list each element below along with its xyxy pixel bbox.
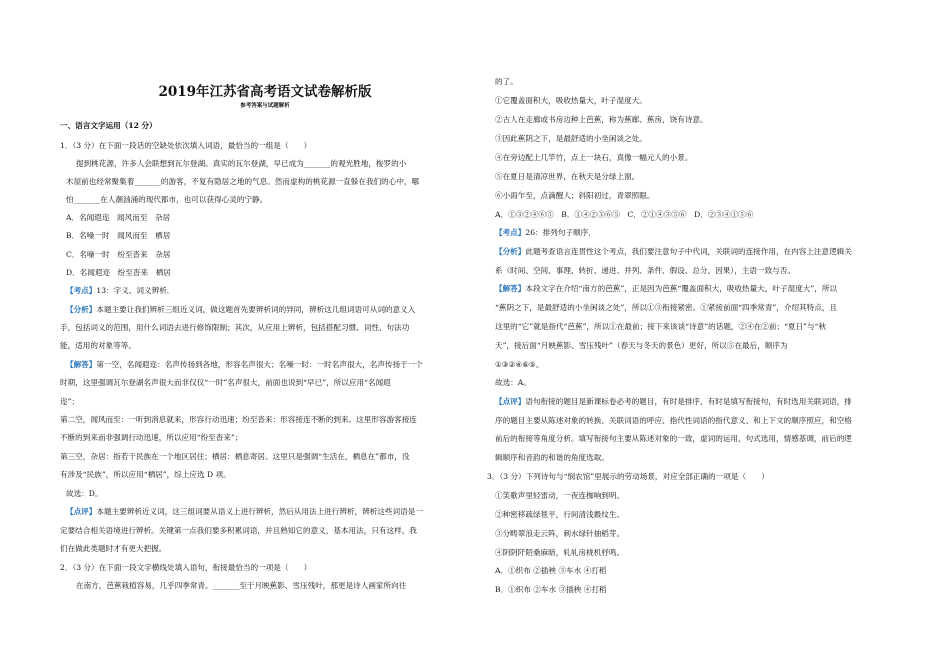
q2-jieda-line: ①③②④⑥⑤。 <box>495 360 544 369</box>
q1-jieda-line: 第三空，杂居：指若干民族在一个地区居住；栖居：栖息寄居。这里只是强调“生活在，栖息在”都市，没 <box>60 452 410 461</box>
q3-line: ①笑歌声里轻雷动，一夜连枷响到明。 <box>495 491 625 500</box>
q2-sentence: ②古人在走廊或书房边种上芭蕉，称为蕉廊、蕉房，饶有诗意。 <box>495 115 708 124</box>
fenxi-text: 此题考查语言连贯性这个考点，我们要注意句子中代词，关联词的连接作用，在内容上注意逻辑关 <box>525 247 852 256</box>
q1-jieda-line: 有涉及“民族”，所以应用“栖居”，综上应选 D 项。 <box>60 470 231 479</box>
q2-jieda-line: 这里的“它”就是指代“芭蕉”，所以①在最前；接下来该谈“诗意”的话题，②④在②前；“夏日”与“秋 <box>495 322 827 331</box>
q1-passage-line: 提到桃花源，许多人会联想到瓦尔登湖。真实的瓦尔登湖，早已成为_______的观光胜地，梭罗的小 <box>76 159 407 168</box>
q3-line: ③分畴翠浪走云阵，刺水绿针抽稻芽。 <box>495 529 625 538</box>
q2-fenxi <box>495 247 852 257</box>
q2-dianping-line: 前后的衔接等角度分析。填写衔接句主要从陈述对象的一致，虚词的运用，句式选用，情感基调，前后的逻 <box>495 434 852 443</box>
kaodian-text: 26：排列句子顺序． <box>525 228 596 237</box>
q1-jieda-line: 迩”； <box>60 397 80 406</box>
q2-dianping-line: 辑顺序和音韵的和谐的角度选取。 <box>495 453 609 462</box>
q1-answer: 故选：D。 <box>66 489 103 498</box>
q1-fenxi <box>66 305 415 315</box>
q1-passage-line: 怕_______在人潮汹涌的现代都市，也可以获得心灵的宁静。 <box>66 195 268 204</box>
q1-option-a: A．名闻遐迩 闻风而至 杂居 <box>66 213 171 222</box>
q2-sentence: ⑥小雨乍至，点滴醒人；斜阳初过，青翠照眼。 <box>495 191 655 200</box>
q1-option-c: C．名噪一时 纷至沓来 杂居 <box>66 250 171 259</box>
jieda-tag: 【解答】 <box>495 284 526 293</box>
q3-line: ④阴阴阡陌桑麻暗，轧轧房栊机杼鸣。 <box>495 548 625 557</box>
q2-stem: 2．（3 分）在下面一段文字横线处填入语句，衔接最恰当的一项是（ ） <box>60 563 312 572</box>
dianping-tag: 【点评】 <box>66 507 97 516</box>
dianping-tag: 【点评】 <box>495 397 526 406</box>
jieda-tag: 【解答】 <box>66 360 97 369</box>
q1-option-b: B．名噪一时 闻风而至 栖居 <box>66 231 171 240</box>
section-heading: 一、语言文字运用（12 分） <box>60 121 157 130</box>
dianping-text: 本题主要辨析近义词，这三组词要从语义上进行辨析，然后从用法上进行辨析，辨析这些词语是一 <box>96 507 423 516</box>
q3-stem: 3．（3 分）下列诗句与“悯农馆”里展示的劳动场景，对应全部正确的一项是（ ） <box>487 472 769 481</box>
q1-fenxi-line: 手，包括词义的范围，用什么词语去进行修饰限制；其次，从应用上辨析，包括搭配习惯、词性、句法功 <box>60 323 410 332</box>
q2-sentence: ⑤在夏日是清凉世界，在秋天是分绿上窗。 <box>495 172 640 181</box>
page-subtitle: 参考答案与试题解析 <box>240 103 290 109</box>
q2-options: A．①③②④⑥⑤ B．①④②③⑥⑤ C．②①④③⑤⑥ D．②③④①⑤⑥ <box>495 210 754 219</box>
page-title: 2019年江苏省高考语文试卷解析版 <box>158 84 372 100</box>
q2-answer: 故选：A。 <box>495 378 531 387</box>
q1-dianping-line: 们在做此类题时才有更大把握。 <box>60 544 167 553</box>
q1-jieda-line: 不断的到来而非强调行动迅速，所以应用“纷至沓来”； <box>60 433 243 442</box>
q2-passage-line: 在南方，芭蕉栽植容易，几乎四季常青。_______至于月映蕉影、雪压残叶，那更是诗人画家所向往 <box>76 581 407 590</box>
q2-passage-line: 的了。 <box>495 77 518 86</box>
q3-option-a: A．①织布 ②插秧 ③车水 ④打稻 <box>495 566 607 575</box>
fenxi-text: 本题主要让我们辨析三组近义词，做这题首先要辨析词的异同，辨析这几组词语可从词的意义入 <box>96 305 416 314</box>
q1-passage-line: 木屋前也经常聚集着_______的游客，不复有隐居之地的气息。然而虚构的桃花源一直躲在我们的心中，哪 <box>66 177 420 186</box>
q2-sentence: ④在旁边配上几竿竹，点上一块石，真像一幅元人的小景。 <box>495 153 693 162</box>
kaodian-text: 13：字义、词义辨析． <box>96 286 175 295</box>
q1-fenxi-line: 能，适用的对象等等。 <box>60 341 136 350</box>
q2-jieda-line: 天”，接后面“月映蕉影、雪压残叶”（春天与冬天的景色）更好，所以⑤在最后，顺序为 <box>495 341 788 350</box>
q2-sentence: ③因此蕉阴之下，是最舒适的小坐闲谈之处。 <box>495 134 647 143</box>
q1-jieda <box>66 360 423 370</box>
fenxi-tag: 【分析】 <box>66 305 97 314</box>
q1-jieda-line: 第二空，闻风而至：一听到消息就来，形容行动迅速；纷至沓来：形容接连不断的到来。这里形容游客接连 <box>60 415 417 424</box>
q2-sentence: ①它覆盖面积大，吸收热量大，叶子湿度大。 <box>495 96 647 105</box>
q1-option-d: D．名闻遐迩 纷至沓来 栖居 <box>66 268 171 277</box>
dianping-text: 语句衔接的题目是新课标卷必考的题目，有时是排序，有时是填写衔接句，有时选用关联词语，排 <box>525 397 852 406</box>
q2-fenxi-line: 系（时间、空间、事理、转折、递进、并列、条件、假设、总分，因果），主语一致与否。 <box>495 266 795 275</box>
q2-dianping <box>495 397 852 407</box>
q1-stem: 1．（3 分）在下面一段话的空缺处依次填入词语，最恰当的一组是（ ） <box>60 141 312 150</box>
q1-dianping-line: 定要结合相关语境进行辨析。关键第一点我们要多积累词语，并且熟知它的意义，基本用法，只有这样，我 <box>60 526 417 535</box>
q2-kaodian <box>495 228 596 238</box>
q3-line: ②种密移疏绿毯平，行间清浅縠纹生。 <box>495 510 625 519</box>
kaodian-tag: 【考点】 <box>495 228 526 237</box>
q2-dianping-line: 序的题目主要从陈述对象的转换、关联词语的呼应、指代性词语的指代意义、和上下文的顺序照应，和空格 <box>495 416 852 425</box>
fenxi-tag: 【分析】 <box>495 247 526 256</box>
q1-kaodian <box>66 286 174 296</box>
q2-jieda-line: “蕉阴之下，是最舒适的小坐闲谈之处”，所以①③衔接紧密。①紧接前面“四季常青”，介绍其特点，且 <box>495 303 838 312</box>
q1-dianping <box>66 507 423 517</box>
q3-option-b: B．①织布 ②车水 ③插秧 ④打稻 <box>495 585 607 594</box>
jieda-text: 第一空，名闻遐迩：名声传扬到各地，形容名声很大；名噪一时：一时名声很大，名声传扬于一个 <box>96 360 423 369</box>
jieda-text: 本段文字在介绍“南方的芭蕉”，正是因为芭蕉“覆盖面积大，吸收热量大，叶子湿度大”，所以 <box>525 284 838 293</box>
q1-jieda-line: 时期，这里强调瓦尔登湖名声很大而非仅仅“一时”名声很大，前面也说到“早已”，所以应用“名闻遐 <box>60 378 391 387</box>
kaodian-tag: 【考点】 <box>66 286 97 295</box>
q2-jieda <box>495 284 837 294</box>
